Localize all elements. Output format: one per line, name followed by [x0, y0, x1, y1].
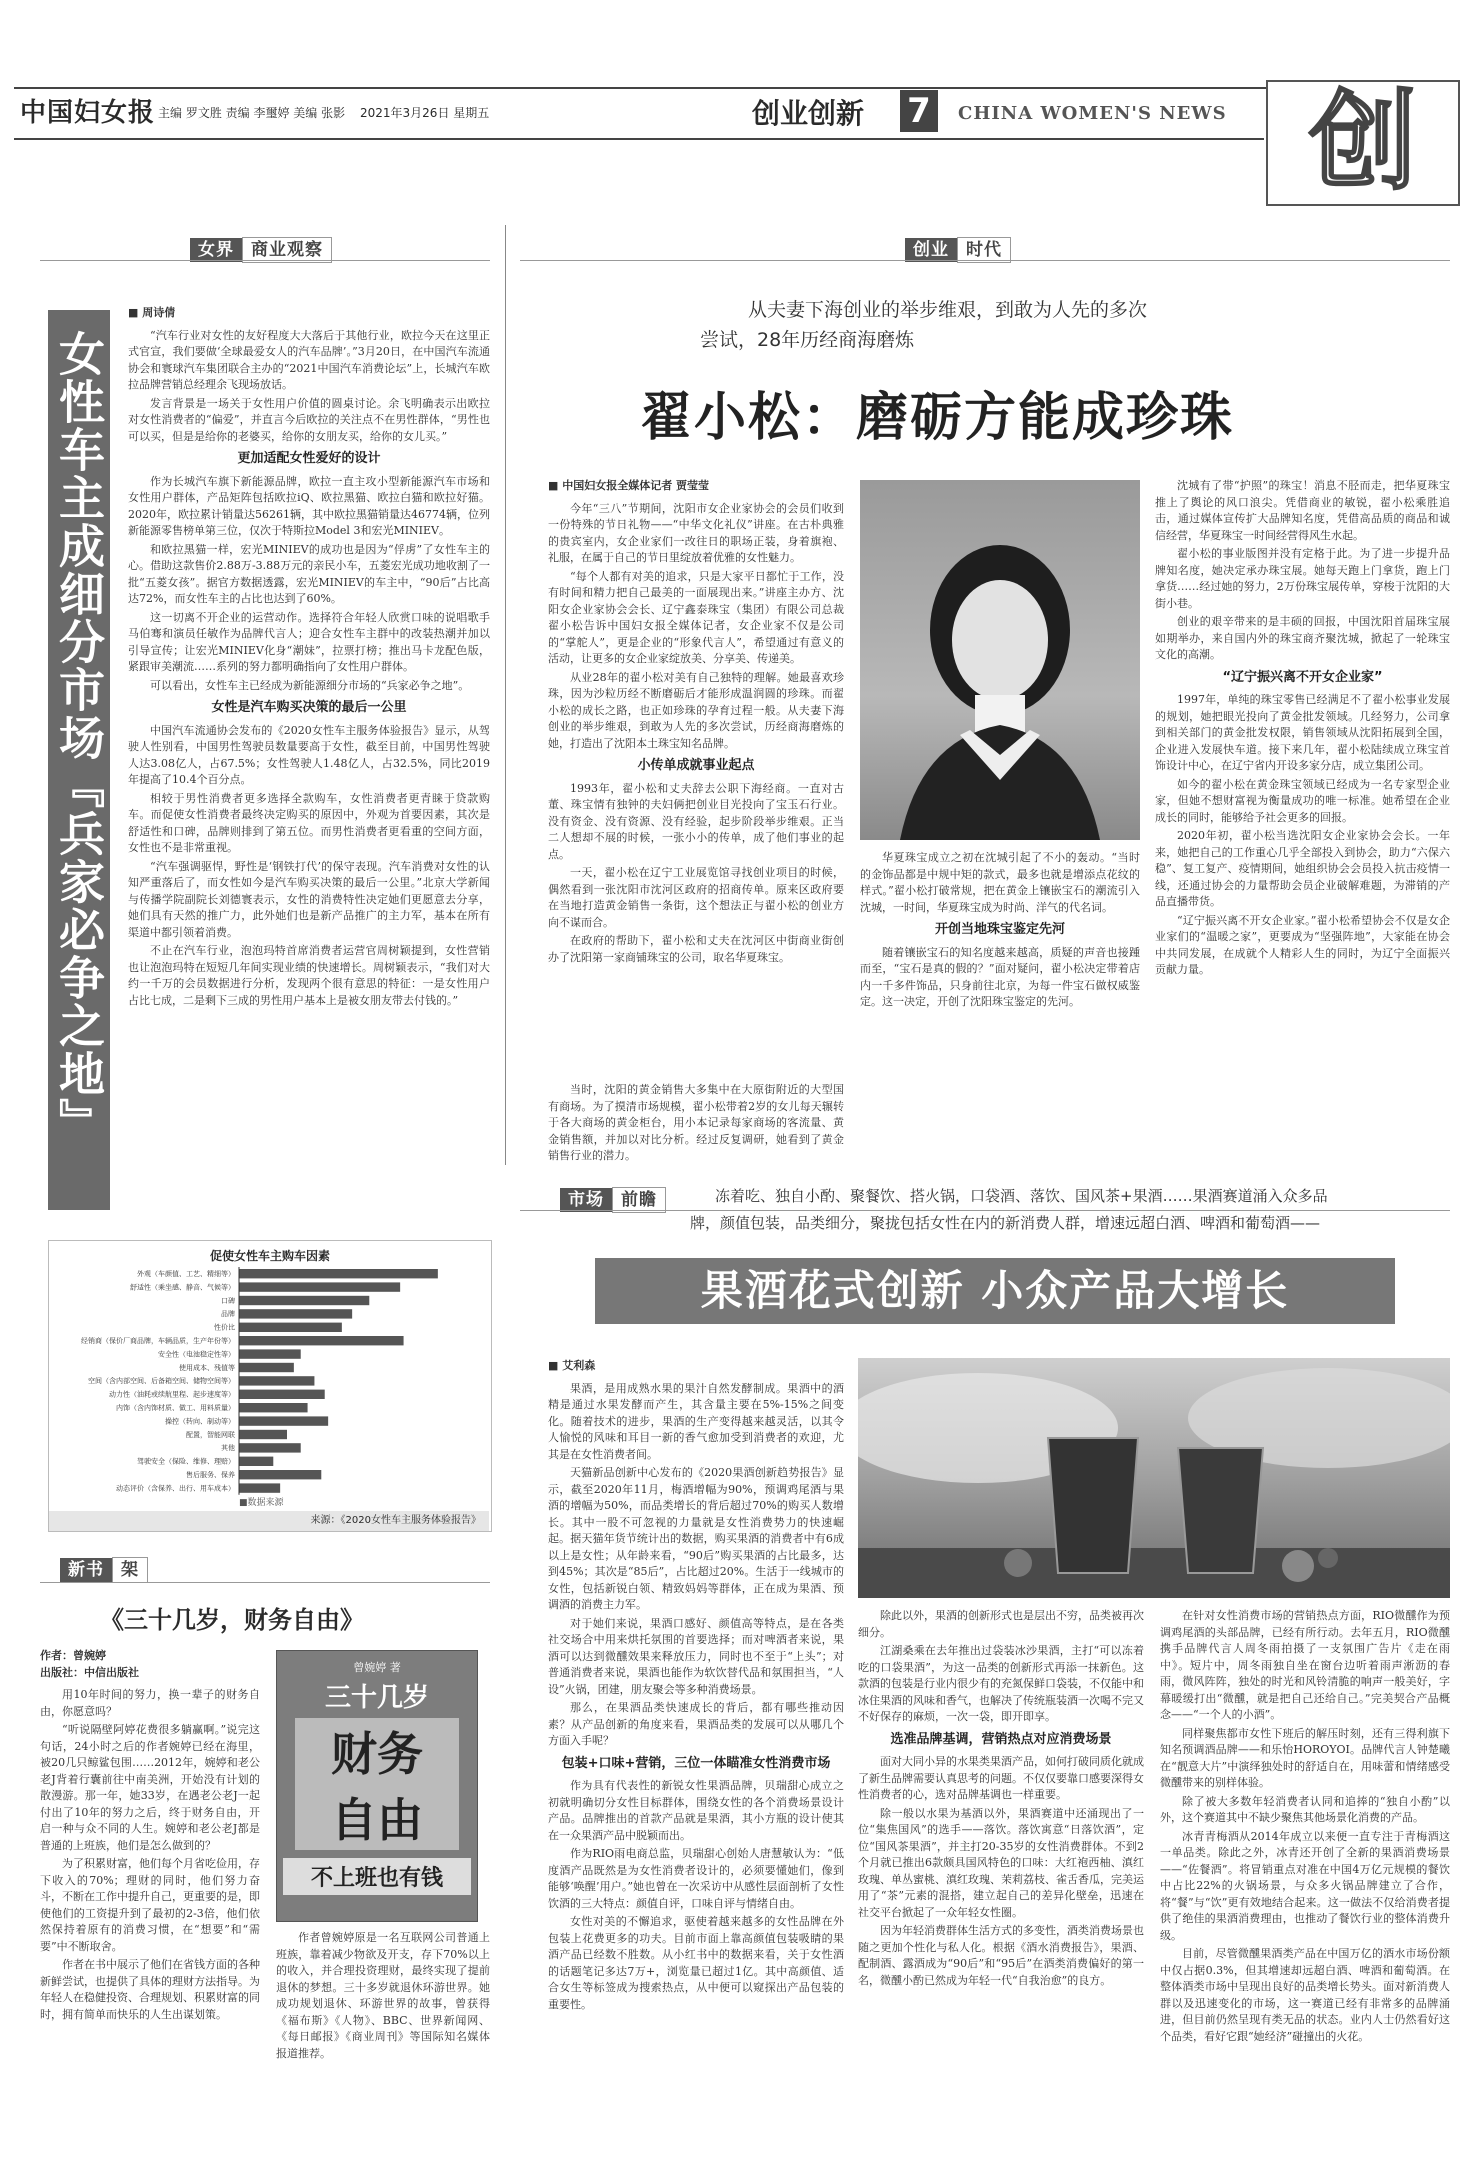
feature-p2i: “辽宁振兴离不开女企业家。”翟小松希望协会不仅是女企业家们的“温暖之家”，更要成为“坚强阵地”，大家能在协会中共同发展，在成就个人精彩人生的同时，为辽宁全面振兴贡献力量。 — [1155, 913, 1450, 976]
cover-line-2: 财务 — [295, 1718, 459, 1784]
book-para-3: 为了积累财富，他们每个月省吃俭用，存下收入的70%；理财的同时，他们努力奋斗，不断在工作中提升自己，更重要的是，即使他们的工资提升到了最初的2-3倍，他们依然保持着原有的消费习惯，在“想要”和“需要”中不断取舍。 — [40, 1857, 260, 1953]
factor-chart — [48, 1240, 492, 1532]
tag-jia: 架 — [112, 1557, 148, 1583]
market-column-tag — [560, 1185, 666, 1210]
chart-bar — [239, 1416, 328, 1425]
market-p1b: 天猫新品创新中心发布的《2020果酒创新趋势报告》显示，截至2020年11月，梅酒增幅为90%，预调鸡尾酒与果酒的增幅为50%，而品类增长的背后超过70%的购买人数增长。其中一股不可忽视的力量就是女性消费势力的快速崛起。据天猫年货节统计出的数据，购买果酒的消费者中有6成以上是女性；从年龄来看，“90后”购买果酒的占比最多，达到45%；其次是“85后”，占比超过20%。生活于一线城市的女性，包括新锐白领、精致妈妈等群体，正在成为果酒、预调酒的消费主力军。 — [548, 1466, 844, 1611]
fruit-wine-photo — [858, 1358, 1450, 1598]
portrait-figure — [860, 480, 1140, 840]
feature-p1d: 1993年，翟小松和丈夫辞去公职下海经商。一直对古董、珠宝情有独钟的夫妇俩把创业目光投向了宝玉石行业。没有资金、没有资源、没有经验，起步阶段举步维艰。正当二人想却不展的时候，一张小小的传单，成了他们事业的起点。 — [548, 781, 844, 861]
cover-line-4: 不上班也有钱 — [283, 1858, 471, 1895]
market-p2g: 同样聚焦都市女性下班后的解压时刻，还有三得利旗下知名预调酒品牌——和乐怡HOROYOI。品牌代言人钟楚曦在“靓意大片”中演绎独处时的舒适自在，用味蕾和情绪感受微醺带来的别样体验。 — [1160, 1726, 1450, 1789]
market-col-2 — [858, 1608, 1144, 2148]
feature-rule — [520, 260, 1450, 261]
feature-p2g: 如今的翟小松在黄金珠宝领域已经成为一名专家型企业家，但她不想财富视为衡量成功的唯一标准。她希望在企业成长的同时，能够给予社会更多的回报。 — [1155, 777, 1450, 824]
chart-bar — [239, 1483, 280, 1492]
chart-title: 促使女性车主购车因素 — [209, 1249, 330, 1263]
feature-p2c: 沈城有了带“护照”的珠宝！消息不胫而走，把华夏珠宝推上了舆论的风口浪尖。凭借商业的敏锐，翟小松乘胜追击，通过媒体宣传扩大品牌知名度，凭借高品质的商品和诚信经营，华夏珠宝一时间经营得风生水起。 — [1155, 479, 1450, 542]
market-p2b: 江湖桑乘在去年推出过袋装冰沙果酒，主打“可以冻着吃的口袋果酒”，为这一品类的创新形式再添一抹新色。这款酒的包装是行业内很少有的充氮保鲜口袋装，不仅能中和冰住果酒的风味和香气，也解决了传统瓶装酒一次喝不完又不好保存的麻烦，一次一袋，即开即享。 — [858, 1644, 1144, 1723]
editor-credits: 主编 罗文胜 责编 李璽婷 美编 张影 — [158, 106, 346, 120]
feature-p2d: 翟小松的事业版图并没有定格于此。为了进一步提升品牌知名度，她决定承办珠宝展。她每天跑上门拿货，跑上门拿货……经过她的努力，2万份珠宝展传单，穿梭于沈阳的大街小巷。 — [1155, 547, 1450, 610]
corner-emblem-char: 创 — [1308, 79, 1417, 205]
feature-p2f: 1997年，单纯的珠宝零售已经满足不了翟小松事业发展的规划，她把眼光投向了黄金批发领域。几经努力，公司拿到相关部门的黄金批发权限，销售领域从沈阳拓展到全国，企业进入发展快车道。接下来几年，翟小松陆续成立珠宝首饰设计中心，在辽宁省内开设多家分店，成立集团公司。 — [1155, 693, 1450, 772]
chart-category-label: 配置，智能网联 — [186, 1430, 235, 1439]
chart-category-label: 空间（含内部空间、后备箱空间、储物空间等） — [88, 1377, 235, 1386]
book-cover — [276, 1650, 478, 1922]
chart-category-label: 内饰（含内饰材质、做工、用料质量） — [116, 1404, 235, 1412]
book-column-tag — [60, 1555, 148, 1580]
market-p1d: 那么，在果酒品类快速成长的背后，都有哪些推动因素？从产品创新的角度来看，果酒品类的发展可以从哪几个方面入手呢？ — [548, 1701, 844, 1747]
chart-bar — [239, 1269, 438, 1278]
chart-bar — [239, 1390, 325, 1399]
market-subhead-1: 包装+口味+营销，三位一体瞄准女性消费市场 — [561, 1755, 831, 1771]
left-author: ■ 周诗倩 — [128, 306, 176, 319]
chart-category-label: 口碑 — [221, 1296, 235, 1305]
header-rule — [14, 87, 1458, 89]
feature-subhead-2: 开创当地珠宝鉴定先河 — [934, 922, 1065, 937]
vertical-headline-box — [48, 310, 110, 1210]
feature-p2b: 随着镶嵌宝石的知名度越来越高，质疑的声音也接踵而至，“宝石是真的假的？”面对疑问，翟小松决定带着店内一千多件饰品，只身前往北京，为每一件宝石做权威鉴定。这一决定，开创了沈阳珠宝鉴定的先河。 — [860, 945, 1140, 1008]
market-headline-bar — [595, 1258, 1395, 1324]
chart-bar — [239, 1282, 400, 1291]
feature-p1c: 从业28年的翟小松对美有自己独特的理解。她最喜欢珍珠，因为沙粒历经不断磨砺后才能形成温润圆的珍珠。而翟小松的成长之路，也正如珍珠的孕育过程一般。从夫妻下海创业的举步维艰，到敢为人先的多次尝试，历经商海磨炼的她，打造出了沈阳本土珠宝知名品牌。 — [548, 670, 844, 750]
section-title: 创业创新 — [752, 97, 865, 130]
market-p1e: 作为具有代表性的新锐女性果酒品牌，贝瑞甜心成立之初就明确切分女性目标群体，围绕女性的各个消费场景设计产品。品牌推出的首款产品就是果酒，其小方瓶的设计使其在一众果酒产品中脱颖而出。 — [548, 1779, 844, 1842]
market-p2c: 面对大同小异的水果类果酒产品，如何打破同质化就成了新生品牌需要认真思考的问题。不仅仅要靠口感要深得女性消费者的心，选对品牌基调也一样重要。 — [858, 1755, 1144, 1801]
chart-bar — [239, 1376, 314, 1385]
header-rule-lower — [14, 138, 1264, 140]
tag-chuangye: 创业 — [905, 238, 957, 262]
chart-bar — [239, 1309, 352, 1318]
chart-bar — [239, 1336, 404, 1345]
market-p1a: 果酒，是用成熟水果的果汁自然发酵制成。果酒中的酒精是通过水果发酵而产生，其含量主要在5%-15%之间变化。随着技术的进步，果酒的生产变得越来越灵活，以其令人愉悦的风味和耳目一新的香气愈加受到消费者的欢迎，尤其是在女性消费者间。 — [548, 1381, 844, 1461]
chart-bar — [239, 1296, 369, 1305]
chart-category-label: 品牌 — [221, 1310, 235, 1319]
book-rule — [40, 1582, 490, 1583]
left-para-10: 不止在汽车行业，泡泡玛特首席消费者运营官周树颖提到，女性营销也让泡泡玛特在短短几年间实现业绩的快速增长。周树颖表示，“我们对大约一千万的会员数据进行分析，发现两个很有意思的特征：一是女性用户占比七成，二是剩下三成的男性用户基本上是被女朋友带去付钱的。” — [128, 944, 490, 1007]
left-para-3: 作为长城汽车旗下新能源品牌，欧拉一直主攻小型新能源汽车市场和女性用户群体，产品矩阵包括欧拉iQ、欧拉黑猫、欧拉白猫和欧拉好猫。2020年，欧拉累计销量达56261辆，其中欧拉黑猫销量达46774辆，位列新能源零售榜单第三位，仅次于特斯拉Model 3和宏光MINIEV。 — [128, 474, 490, 537]
feature-deck-2: 尝试，28年历经商海磨炼 — [700, 329, 915, 351]
chart-bar — [239, 1363, 294, 1372]
market-p2a: 除此以外，果酒的创新形式也是层出不穷，品类被再次细分。 — [858, 1609, 1144, 1639]
chart-bar — [239, 1470, 321, 1479]
chart-bar — [239, 1430, 287, 1439]
market-p2e: 因为年轻消费群体生活方式的多变性，酒类消费场景也随之更加个性化与私人化。根据《酒水消费报告》，果酒、配制酒、露酒成为“90后”和“95后”在酒类消费偏好的第一名，微醺小酌已然成为年轻一代“自我治愈”的良方。 — [858, 1924, 1144, 1987]
market-p2h: 除了被大多数年轻消费者认同和追捧的“独自小酌”以外，这个赛道其中不缺少聚焦其他场景化消费的产品。 — [1160, 1794, 1450, 1824]
book-text-right — [276, 1930, 490, 2140]
left-subhead-1: 更加适配女性爱好的设计 — [237, 451, 381, 466]
feature-p1b: “每个人都有对美的追求，只是大家平日都忙于工作，没有时间和精力把自己最美的一面展现出来。”讲座主办方、沈阳女企业家协会会长、辽宁鑫泰珠宝（集团）有限公司总裁翟小松告诉中国妇女报全媒体记者，女企业家不仅是公司的“掌舵人”，更是企业的“形象代言人”，希望通过有意义的活动，让更多的女企业家绽放美、分享美、传递美。 — [548, 569, 844, 665]
book-title: 《三十几岁，财务自由》 — [100, 1605, 364, 1634]
left-subhead-2: 女性是汽车购买决策的最后一公里 — [211, 700, 407, 715]
market-headline: 果酒花式创新 小众产品大增长 — [700, 1266, 1290, 1315]
market-p1c: 对于她们来说，果酒口感好、颜值高等特点，是在各类社交场合中用来烘托氛围的首要选择；而对啤酒者来说，果酒可以达到微醺效果来释放压力，同时也不至于“上头”；对普通消费者来说，果酒也能作为软饮替代品和氛围担当，“人设”火锅，团建，朋友聚会等多种消费场景。 — [548, 1616, 844, 1696]
feature-p1g: 当时，沈阳的黄金销售大多集中在大原街附近的大型国有商场。为了摸清市场规模，翟小松带着2岁的女儿每天辗转于各大商场的黄金柜台，用小本记录每家商场的客流量、黄金销售额，并加以对比分析。经过反复调研，她看到了黄金销售行业的潜力。 — [548, 1083, 844, 1162]
cover-line-3: 自由 — [295, 1784, 459, 1850]
left-para-8: 相较于男性消费者更多选择全款购车，女性消费者更青睐于贷款购车。而促使女性消费者最终决定购买的原因中，外观为首要因素，其次是舒适性和口碑，品牌则排到了第五位。而男性消费者更看重的空间方面，女性也不是非常重视。 — [128, 791, 490, 854]
english-name: CHINA WOMEN'S NEWS — [958, 103, 1227, 124]
vertical-headline: 女性车主成细分市场『兵家必争之地』 — [52, 330, 106, 1146]
chart-category-label: 动力性（油耗或续航里程、起步速度等） — [109, 1390, 235, 1399]
chart-category-label: 经销商（保价厂商品牌，车辆品质，生产年份等） — [81, 1337, 235, 1345]
chart-svg — [49, 1263, 489, 1503]
market-p2d: 除一般以水果为基酒以外，果酒赛道中还涌现出了一位“集焦国风”的选手——落饮。落饮寓意“日落饮酒”，定位“国风茶果酒”，并主打20-35岁的女性消费群体。不到2个月就已推出6款颇具国风特色的口味：大红袍西柚、滇红玫瑰、单丛蜜桃、滇红玫瑰、茉莉荔枝、雀舌香瓜，完美运用了“茶”元素的混搭，建立起自己的差异化壁垒，迅速在社交平台掀起了一众年轻女性圈。 — [858, 1806, 1144, 1919]
feature-col-1b — [548, 1082, 844, 1162]
tag-shichang: 市场 — [560, 1188, 612, 1212]
market-deck-1: 冻着吃、独自小酌、聚餐饮、搭火锅，口袋酒、落饮、国风茶+果酒……果酒赛道涌入众多品 — [715, 1187, 1328, 1205]
feature-p2e: 创业的艰辛带来的是丰硕的回报，中国沈阳首届珠宝展如期举办，来自国内外的珠宝商齐聚沈城，掀起了一轮珠宝文化的高潮。 — [1155, 615, 1450, 661]
issue-date: 2021年3月26日 星期五 — [360, 106, 490, 120]
newspaper-logo: 中国妇女报 — [20, 98, 156, 128]
left-para-4: 和欧拉黑猫一样，宏光MINIEV的成功也是因为“俘虏”了女性车主的心。借助这款售价2.88万-3.88万元的亲民小车，五菱宏光成功地收割了一批“五菱女孩”。据官方数据透露，宏光MINIEV的车主中，“90后”占比高达72%，而女性车主的占比也达到了60%。 — [128, 542, 490, 605]
left-para-1: “汽车行业对女性的友好程度大大落后于其他行业，欧拉今天在这里正式官宣，我们要做‘全球最爱女人的汽车品牌’。”3月20日，在中国汽车流通协会和寰球汽车集团联合主办的“2021中国汽车消费论坛”上，长城汽车欧拉品牌营销总经理余飞现场放话。 — [128, 328, 490, 391]
market-p2j: 目前，尽管微醺果酒类产品在中国万亿的酒水市场份额中仅占据0.3%，但其增速却远超白酒、啤酒和葡萄酒。在整体酒类市场中呈现出良好的品类增长势头。面对新消费人群以及迅速变化的市场，这一赛道已经有非常多的品牌涌进，但目前仍然呈现有类无品的状态。业内人士仍然看好这个品类，看好它跟“她经济”碰撞出的火花。 — [1160, 1947, 1450, 2043]
chart-bar — [239, 1323, 342, 1332]
book-para-1: 用10年时间的努力，换一辈子的财务自由，你愿意吗？ — [40, 1688, 260, 1718]
left-para-6: 可以看出，女性车主已经成为新能源细分市场的“兵家必争之地”。 — [150, 678, 470, 692]
chart-category-label: 操控（转向、制动等） — [165, 1417, 235, 1426]
feature-p2h: 2020年初，翟小松当选沈阳女企业家协会会长。一年来，她把自己的工作重心几乎全部投入到协会，助力“六保六稳”、复工复产、疫情期间，她组织协会会员投入抗击疫情一线，还通过协会的力量帮助会员企业破解难题，为滞销的产品直播带货。 — [1155, 829, 1450, 908]
feature-subhead-3: “辽宁振兴离不开女企业家” — [1222, 669, 1383, 685]
left-article — [128, 305, 490, 1200]
cover-author: 曾婉婷 著 — [353, 1661, 401, 1674]
book-para-2: “听说隔壁阿婷花费很多躺赢啊。”说完这句话，24小时之后的作者婉婷已经在海里，被20几只鲸鲨包围……2012年，婉婷和老公老J背着行囊前往中南美洲，开始没有计划的散漫游。那一年，她33岁，在遇老公老J一起付出了10年的努力之后，终于财务自由，开启一种与众不同的人生。婉婷和老公老J都是普通的上班族，他们是怎么做到的？ — [40, 1723, 260, 1852]
market-p1g: 女性对美的不懈追求，驱使着越来越多的女性品牌在外包装上花费更多的功夫。目前市面上靠高颜值包装吸睛的果酒产品已经数不胜数。从小红书中的数据来看，关于女性酒的话题笔记多达7万+，浏览量已超过1亿。其中高颜值、适合女生等标签成为搜索热点，从中便可以窥探出产品包装的重要性。 — [548, 1915, 844, 2011]
page-number-box — [900, 90, 938, 132]
feature-column-tag — [905, 235, 1011, 260]
chart-source: 来源：《2020女性车主服务体验报告》 — [49, 1511, 489, 1531]
tag-nvjie: 女界 — [190, 238, 242, 262]
book-text-left — [40, 1648, 260, 2138]
market-rule — [520, 1210, 1450, 1211]
market-deck-2: 牌，颜值包装，品类细分，聚拢包括女性在内的新消费人群，增速远超白酒、啤酒和葡萄酒—— — [690, 1214, 1321, 1232]
market-p2i: 冰青青梅酒从2014年成立以来便一直专注于青梅酒这一单品类。除此之外，冰青还开创了全新的果酒消费场景——“佐餐酒”。将冒销重点对准在中国4万亿元规模的餐饮中占比22%的火锅场景，与众多火锅品牌建立了合作，将“餐”与“饮”更有效地结合起来。这一做法不仅给消费者提供了绝佳的果酒消费理由，也推动了餐饮行业的整体消费升级。 — [1160, 1829, 1450, 1942]
tag-qianzhan: 前瞻 — [612, 1187, 666, 1213]
market-col-1 — [548, 1358, 844, 2148]
chart-bar — [239, 1457, 273, 1466]
chart-bar — [239, 1349, 301, 1358]
left-para-2: 发言背景是一场关于女性用户价值的圆桌讨论。余飞明确表示出欧拉对女性消费者的“偏爱”，并直言今后欧拉的关注点不在男性群体，“男性也可以买，但是是给你的老婆买，给你的女朋友买，给你的女儿买。” — [128, 396, 490, 443]
chart-category-label: 安全性（电池稳定性等） — [158, 1350, 235, 1359]
left-para-9: “汽车强调驱悍，野性是‘钢铁打代’的保守表现。汽车消费对女性的认知严重落后了，而女性如今是汽车购买决策的最后一公里。”北京大学新闻与传播学院副院长刘德寰表示，女性的消费特性决定她们更愿意去分享，她们具有天然的推广力，此外她们也是新产品推广的主力军，基本在所有渠道中都引领着消费。 — [128, 859, 490, 939]
chart-category-label: 动态评价（含保养、出行、用车成本） — [116, 1484, 235, 1493]
chart-category-label: 外观（车颜值、工艺、精细等） — [137, 1270, 235, 1278]
masthead — [0, 0, 1472, 205]
tag-shangye: 商业观察 — [242, 237, 332, 263]
market-author: ■ 艾利森 — [548, 1359, 596, 1372]
market-p2f: 在针对女性消费市场的营销热点方面，RIO微醺作为预调鸡尾酒的头部品牌，已经有所行动。去年五月，RIO微醺携手品牌代言人周冬雨拍摄了一支氛围广告片《走在雨中》。短片中，周冬雨独自坐在窗台边听着雨声淅沥的春雨，微风阵阵，独处的时光和风铃清脆的响声一般美好，字幕暖缓打出“微醺，就是把自己还给自己。”完美契合产品概念——“一个人的小酒”。 — [1160, 1609, 1450, 1721]
feature-p1f: 在政府的帮助下，翟小松和丈夫在沈河区中街商业街创办了沈阳第一家商铺珠宝的公司，取名华夏珠宝。 — [548, 934, 844, 964]
chart-category-label: 售后服务、保养 — [186, 1471, 235, 1479]
chart-category-label: 舒适性（乘坐感、静音、气候等） — [130, 1283, 235, 1292]
feature-col-2-under — [860, 850, 1140, 1160]
left-rule — [40, 260, 490, 261]
market-subhead-2: 选准品牌基调，营销热点对应消费场景 — [890, 1731, 1112, 1747]
feature-p1a: 今年“三八”节期间，沈阳市女企业家协会的会员们收到一份特殊的节日礼物——“中华文化礼仪”讲座。在古朴典雅的贵宾室内，女企业家们一改往日的职场正装，身着旗袍、礼服，在属于自己的节日里绽放着优雅的女性魅力。 — [548, 501, 844, 564]
feature-p1g-cont: 华夏珠宝成立之初在沈城引起了不小的轰动。“当时的金饰品都是中规中矩的款式，最多也就是增添点花纹的样式。”翟小松打破常规，把在黄金上镶嵌宝石的潮流引入沈城，一时间，华夏珠宝成为时尚、洋气的代名词。 — [860, 851, 1140, 914]
left-para-5: 这一切离不开企业的运营动作。选择符合年轻人欣赏口味的说唱歌手马伯骞和演员任敏作为品牌代言人；迎合女性车主群中的改装热潮并加以引导宣传；让宏光MINIEV化身“潮妹”，拉票打榜；推出马卡龙配色版，紧跟审美潮流……系列的努力都明确指向了女性用户群体。 — [128, 610, 490, 673]
page-number: 7 — [907, 91, 931, 131]
market-p1f: 作为RIO雨电商总监，贝瑞甜心创始人唐慧敏认为：“低度酒产品既然是为女性消费者设计的，必须要懂她们，像到能够‘唤醒’用户。”她也曾在一次采访中从感性层面剖析了女性饮酒的三大特点：颜值自评，口味自评与情绪自由。 — [548, 1847, 844, 1910]
book-publisher: 出版社：中信出版社 — [40, 1665, 139, 1679]
portrait-photo — [860, 480, 1140, 840]
feature-subhead-1: 小传单成就事业起点 — [637, 758, 755, 773]
feature-author: ■ 中国妇女报全媒体记者 贾莹莹 — [548, 479, 710, 492]
feature-headline: 翟小松：磨砺方能成珍珠 — [640, 387, 1235, 448]
left-para-7: 中国汽车流通协会发布的《2020女性车主服务体验报告》显示，从驾驶人性别看，中国男性驾驶员数量要高于女性，截至目前，中国男性驾驶人达3.08亿人，占67.5%；女性驾驶人1.48亿人，占32.5%，同比2019年提高了10.4个百分点。 — [128, 723, 490, 786]
tag-xinshu: 新书 — [60, 1558, 112, 1582]
column-divider — [505, 225, 506, 1165]
feature-col-3 — [1155, 478, 1450, 1168]
chart-legend: ■数据来源 — [239, 1498, 284, 1508]
chart-category-label: 驾驶安全（保险、维修、理赔） — [137, 1457, 235, 1466]
feature-p1e: 一天，翟小松在辽宁工业展览馆寻找创业项目的时候，偶然看到一张沈阳市沈河区政府的招商传单。原来区政府要在当地打造黄金销售一条街，这个想法正与翟小松的创业方向不谋而合。 — [548, 866, 844, 929]
feature-col-1 — [548, 478, 844, 1078]
cover-line-1: 三十几岁 — [324, 1683, 429, 1713]
chart-category-label: 其他 — [221, 1444, 235, 1453]
chart-category-label: 使用成本、残值等 — [179, 1363, 235, 1372]
book-para-4: 作者在书中展示了他们在省钱方面的各种新鲜尝试，也提供了具体的理财方法指导。为年轻人在稳健投资、合理规划、积累财富的同时，拥有简单而快乐的人生出谋划策。 — [40, 1958, 260, 2021]
chart-category-label: 性价比 — [214, 1323, 235, 1332]
book-para-5: 作者曾婉婷原是一名互联网公司普通上班族，靠着减少物欲及开支，存下70%以上的收入，并合理投资理财，最终实现了提前退休的梦想。三十多岁就退休环游世界。她成功规划退休、环游世界的故事，曾获得《福布斯》《人物》、BBC、世界新闻网、《每日邮报》《商业周刊》等国际知名媒体报道推荐。 — [276, 1931, 490, 2060]
tag-shidai: 时代 — [957, 237, 1011, 263]
chart-bar — [239, 1403, 308, 1412]
drinks-illustration — [858, 1358, 1450, 1598]
market-col-3 — [1160, 1608, 1450, 2148]
left-column-tag — [190, 235, 332, 260]
book-author: 作者：曾婉婷 — [40, 1649, 106, 1662]
chart-bar — [239, 1443, 301, 1452]
feature-deck-1: 从夫妻下海创业的举步维艰，到敢为人先的多次 — [748, 299, 1148, 321]
corner-emblem — [1266, 80, 1460, 206]
